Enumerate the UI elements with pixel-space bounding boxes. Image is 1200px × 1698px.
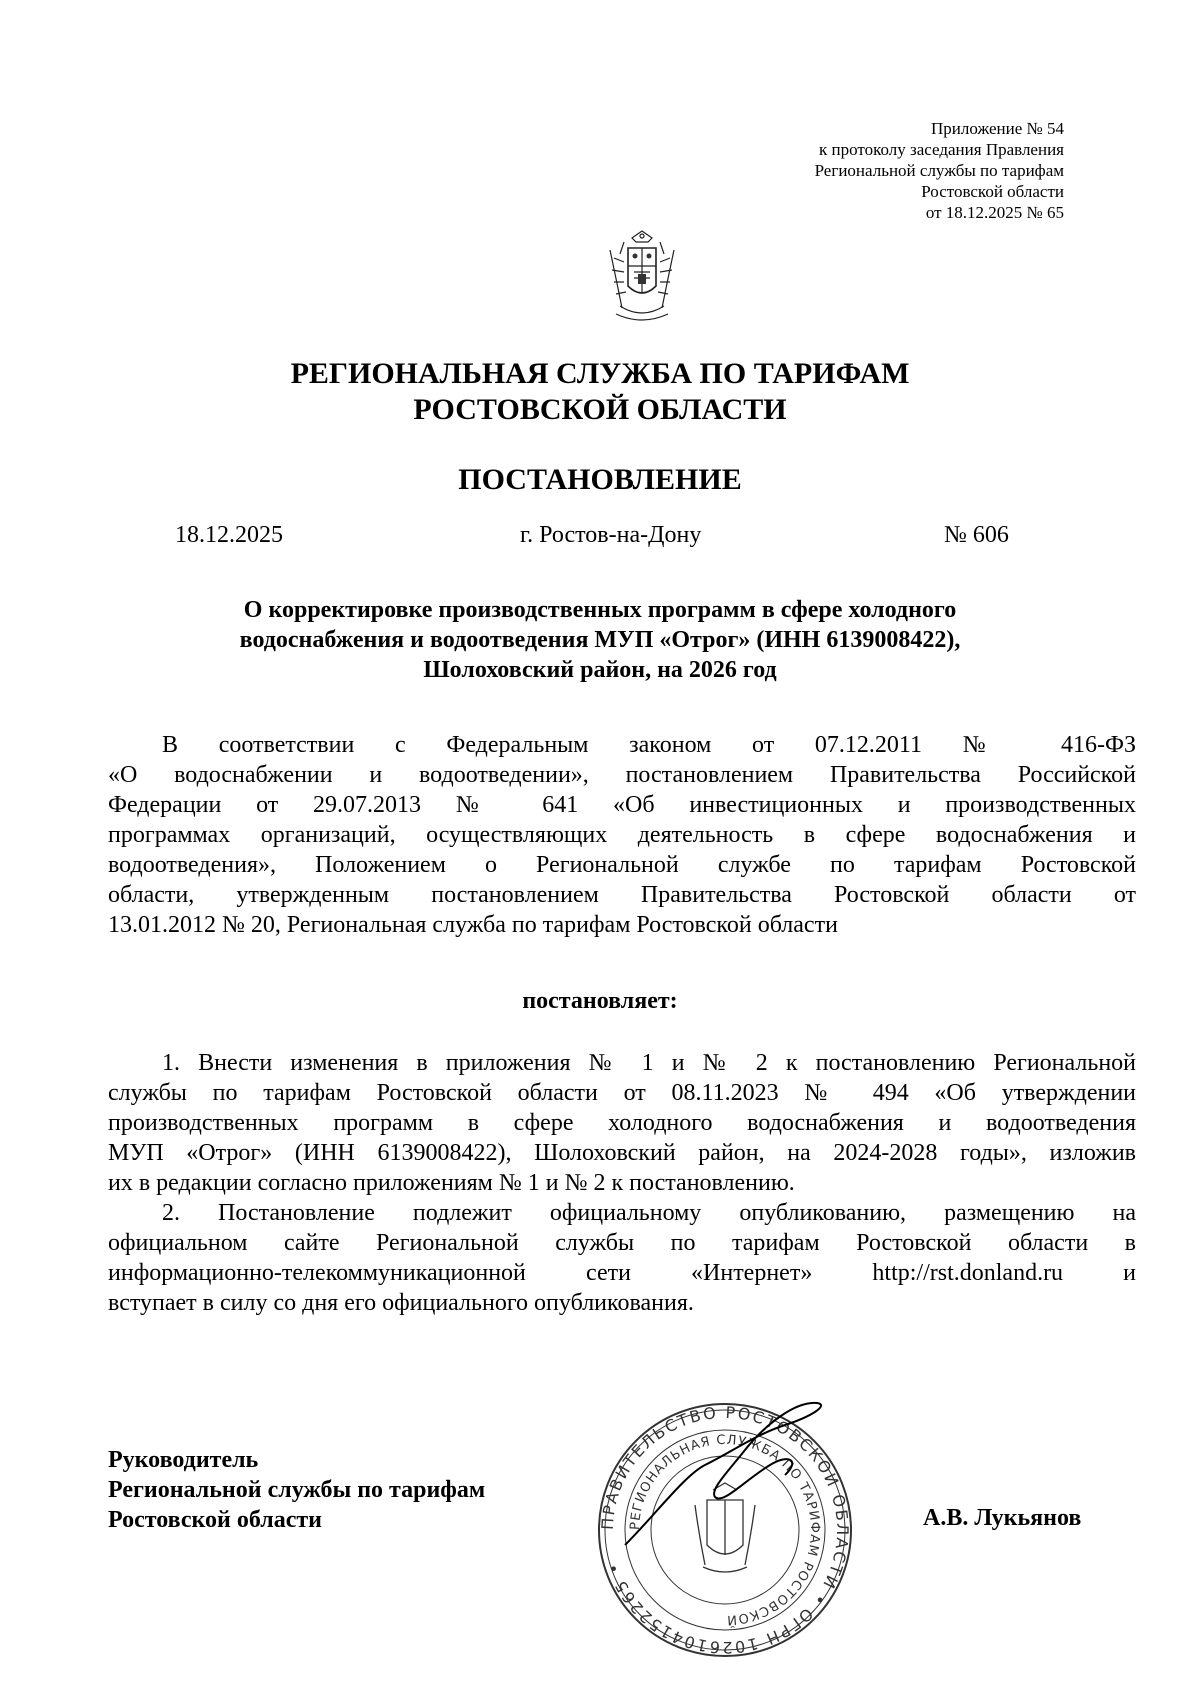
paragraph-line: информационно-телекоммуникационной сети «Интернет» http://rst.donland.ru и <box>108 1260 1136 1286</box>
paragraph-line: 13.01.2012 № 20, Региональная служба по тарифам Ростовской области <box>108 912 838 938</box>
paragraph-line: программах организаций, осуществляющих деятельность в сфере водоснабжения и <box>108 822 1136 848</box>
subject-line: водоснабжения и водоотведения МУП «Отрог» (ИНН 6139008422), <box>239 627 961 653</box>
document-subject <box>160 595 1040 685</box>
document-city: г. Ростов-на-Дону <box>520 522 702 548</box>
stamp-outer-text: ПРАВИТЕЛЬСТВО РОСТОВСКОЙ ОБЛАСТИ • ОГРН 1026104152265 • <box>597 1402 853 1658</box>
paragraph-line: производственных программ в сфере холодного водоснабжения и водоотведения <box>108 1110 1136 1136</box>
subject-line: О корректировке производственных программ в сфере холодного <box>243 597 957 623</box>
subject-line: Шолоховский район, на 2026 год <box>423 657 777 683</box>
paragraph-line: области, утвержденным постановлением Правительства Ростовской области от <box>108 882 1136 908</box>
paragraph-line: их в редакции согласно приложениям № 1 и № 2 к постановлению. <box>108 1170 795 1196</box>
paragraph-line: службы по тарифам Ростовской области от 08.11.2023 № 494 «Об утверждении <box>108 1080 1136 1106</box>
paragraph-line: «О водоснабжении и водоотведении», постановлением Правительства Российской <box>108 762 1136 788</box>
official-stamp-icon <box>595 1395 855 1665</box>
annex-line: к протоколу заседания Правления <box>819 140 1064 159</box>
coat-of-arms-icon <box>602 228 682 328</box>
paragraph-line: официальном сайте Региональной службы по тарифам Ростовской области в <box>108 1230 1136 1256</box>
annex-line: от 18.12.2025 № 65 <box>925 203 1064 222</box>
annex-line: Ростовской области <box>921 182 1064 201</box>
signer-title <box>108 1445 485 1535</box>
organization-title-line: РОСТОВСКОЙ ОБЛАСТИ <box>413 393 787 426</box>
paragraph-line: МУП «Отрог» (ИНН 6139008422), Шолоховский район, на 2024-2028 годы», изложив <box>108 1140 1136 1166</box>
item-1-paragraph <box>108 1048 1136 1198</box>
annex-line: Региональной службы по тарифам <box>814 161 1064 180</box>
signer-title-line: Руководитель <box>108 1447 259 1473</box>
stamp-inner-text: РЕГИОНАЛЬНАЯ СЛУЖБА ПО ТАРИФАМ РОСТОВСКОЙ <box>627 1432 823 1628</box>
item-2-paragraph <box>108 1198 1136 1318</box>
signer-name: А.В. Лукьянов <box>923 1505 1082 1531</box>
paragraph-line: В соответствии с Федеральным законом от 07.12.2011 № 416-ФЗ <box>162 732 1136 758</box>
paragraph-line: вступает в силу со дня его официального опубликования. <box>108 1290 694 1316</box>
annex-block <box>644 118 1064 223</box>
decree-word: постановляет: <box>522 988 678 1014</box>
document-date: 18.12.2025 <box>175 522 283 548</box>
organization-title <box>0 356 1200 428</box>
paragraph-line: 2. Постановление подлежит официальному опубликованию, размещению на <box>162 1200 1136 1226</box>
paragraph-line: Федерации от 29.07.2013 № 641 «Об инвестиционных и производственных <box>108 792 1136 818</box>
paragraph-line: 1. Внести изменения в приложения № 1 и № 2 к постановлению Региональной <box>162 1050 1136 1076</box>
annex-line: Приложение № 54 <box>931 119 1064 138</box>
document-type-heading: ПОСТАНОВЛЕНИЕ <box>458 463 742 496</box>
signer-title-line: Ростовской области <box>108 1507 322 1533</box>
signer-title-line: Региональной службы по тарифам <box>108 1477 486 1503</box>
organization-title-line: РЕГИОНАЛЬНАЯ СЛУЖБА ПО ТАРИФАМ <box>290 357 910 390</box>
paragraph-line: водоотведения», Положением о Региональной службе по тарифам Ростовской <box>108 852 1136 878</box>
preamble-paragraph <box>108 730 1136 940</box>
document-number: № 606 <box>944 522 1009 548</box>
